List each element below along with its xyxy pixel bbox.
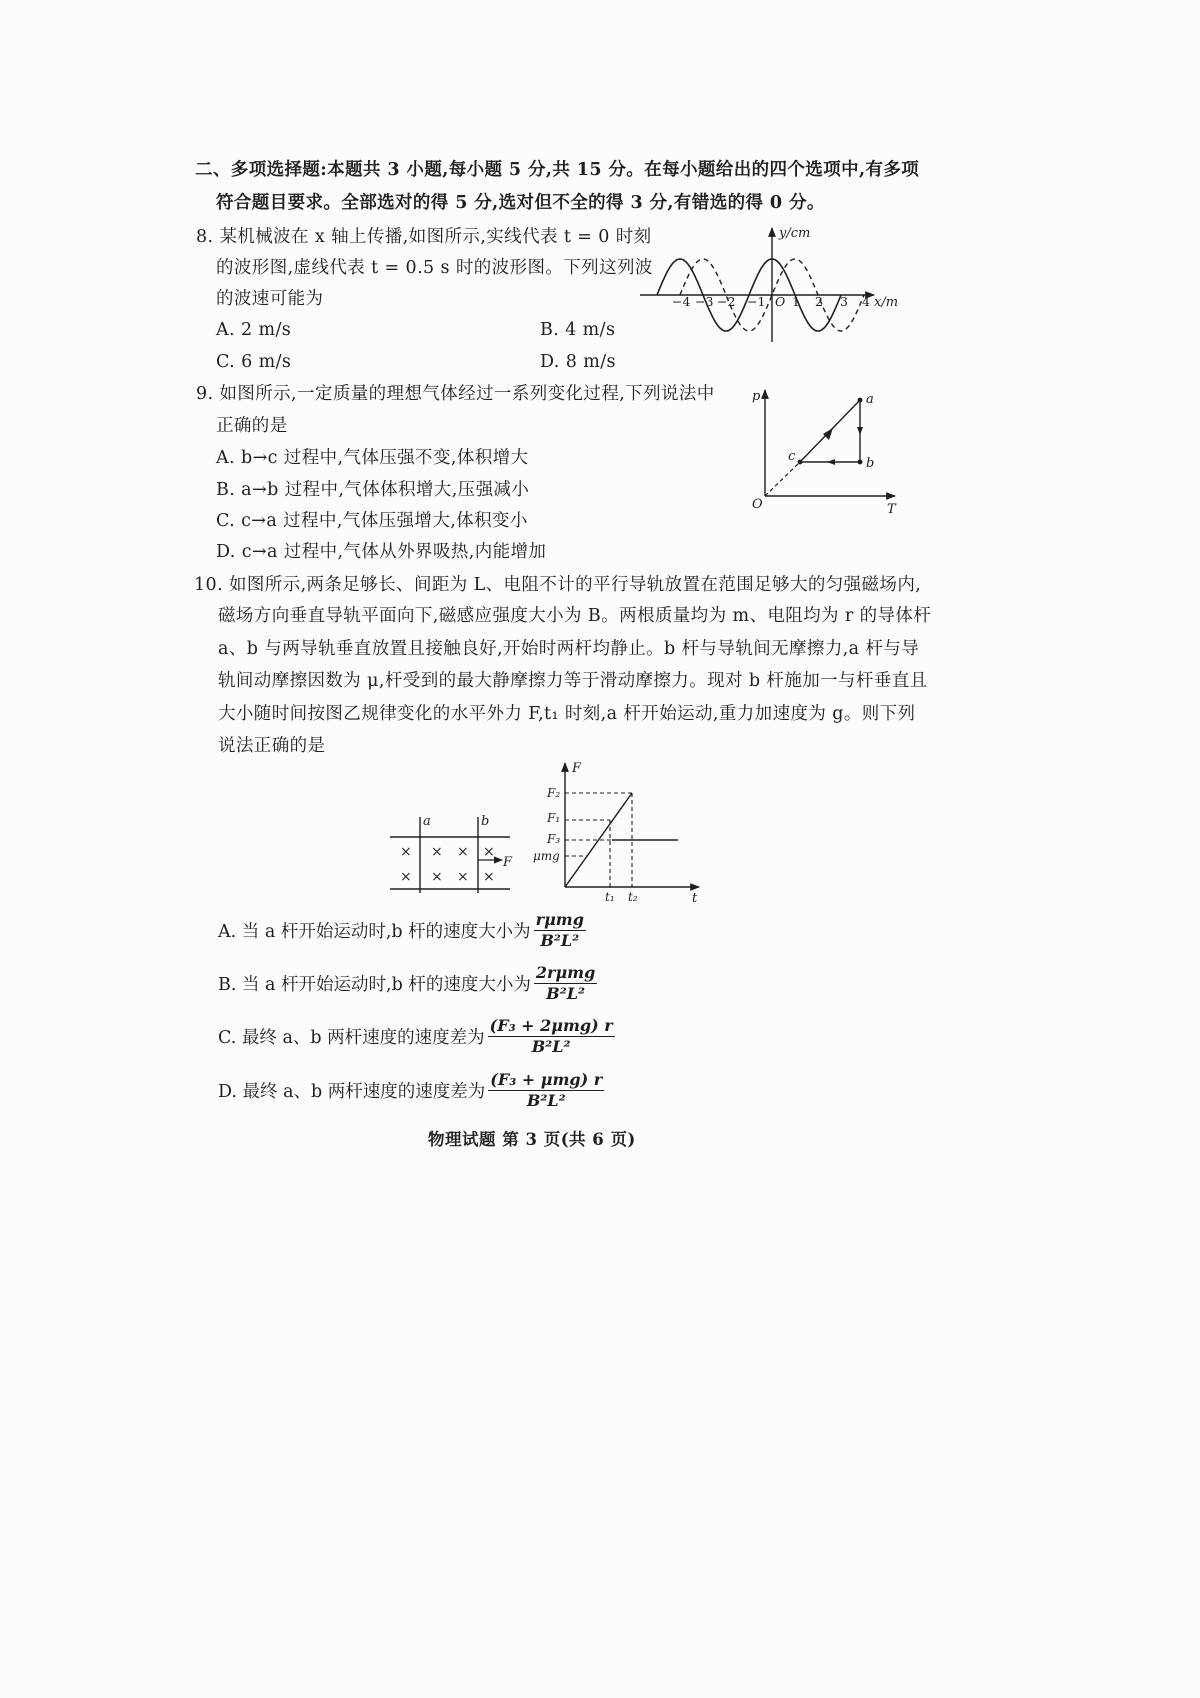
point-b-dot [858,460,863,465]
tick-label: −1 [747,294,766,309]
y-axis-label: y/cm [779,226,811,241]
q9-option-c: C. c→a 过程中,气体压强增大,体积变小 [216,511,528,531]
q10-stem-line-6: 说法正确的是 [218,736,326,756]
origin-label: O [775,294,786,309]
tick-label: 2 [815,294,823,309]
q10-option-c-text: C. 最终 a、b 两杆速度的速度差为 [218,1028,485,1048]
q10-option-b-text: B. 当 a 杆开始运动时,b 杆的速度大小为 [218,975,531,995]
p-axis-label: p [752,389,761,404]
field-mark: × [400,869,412,885]
q8-option-d: D. 8 m/s [540,352,616,372]
fraction-denominator: B²L² [540,931,580,950]
q10-stem-line-5: 大小随时间按图乙规律变化的水平外力 F,t₁ 时刻,a 杆开始运动,重力加速度为 g。则下列 [218,704,916,724]
page-footer: 物理试题 第 3 页(共 6 页) [428,1130,636,1149]
point-a-label: a [866,392,874,407]
q10-rails-figure [390,814,513,893]
fraction-denominator: B²L² [531,1037,571,1056]
fraction-denominator: B²L² [546,984,585,1003]
q9-pt-figure [752,389,897,517]
tick-label: −3 [695,294,714,309]
q8-option-b: B. 4 m/s [540,320,616,340]
point-a-dot [858,398,863,403]
fraction-numerator: 2rμmg [535,963,596,982]
q8-option-a: A. 2 m/s [216,320,292,340]
f1-label: F₁ [547,811,561,825]
field-mark: × [483,869,495,885]
point-c-dot [798,460,803,465]
q9-option-a: A. b→c 过程中,气体压强不变,体积增大 [216,448,529,468]
fraction-numerator: (F₃ + 2μmg) r [489,1016,613,1035]
q10-force-time-graph [533,761,699,906]
field-mark: × [431,844,443,860]
extension-dashed-line [765,462,800,496]
section-title-line-1: 二、多项选择题:本题共 3 小题,每小题 5 分,共 15 分。在每小题给出的四个选项中,有多项 [195,160,920,180]
t2-label: t₂ [628,890,638,904]
q8-wave-figure [640,226,898,342]
umg-label: μmg [533,849,560,863]
rod-b-label: b [481,814,490,829]
q10-stem-line-4: 轨间动摩擦因数为 μ,杆受到的最大静摩擦力等于滑动摩擦力。现对 b 杆施加一与杆垂直且 [218,671,928,691]
q10-stem-line-2: 磁场方向垂直导轨平面向下,磁感应强度大小为 B。两根质量均为 m、电阻均为 r 的导体杆 [218,606,932,626]
field-mark: × [431,869,443,885]
q8-stem-line-2: 的波形图,虚线代表 t = 0.5 s 时的波形图。下列这列波 [216,258,653,278]
force-label: F [503,855,513,870]
field-mark: × [457,844,469,860]
q8-stem-line-1: 8. 某机械波在 x 轴上传播,如图所示,实线代表 t = 0 时刻 [196,227,652,247]
q9-stem-line-2: 正确的是 [216,416,288,436]
fraction-numerator: rμmg [535,910,584,929]
arrow-b-to-c [827,459,835,465]
tick-label: 3 [840,294,848,309]
fraction-denominator: B²L² [526,1091,566,1110]
tick-label: −2 [717,294,736,309]
q10-option-d-text: D. 最终 a、b 两杆速度的速度差为 [218,1082,486,1102]
q9-option-d: D. c→a 过程中,气体从外界吸热,内能增加 [216,542,547,562]
tick-label: 4 [862,294,870,309]
x-axis-label: x/m [874,295,899,310]
q10-option-a-text: A. 当 a 杆开始运动时,b 杆的速度大小为 [218,922,531,942]
point-c-label: c [788,449,796,464]
field-mark: × [457,869,469,885]
q9-stem-line-1: 9. 如图所示,一定质量的理想气体经过一系列变化过程,下列说法中 [196,384,715,404]
tick-label: −4 [672,294,691,309]
section-title-line-2: 符合题目要求。全部选对的得 5 分,选对但不全的得 3 分,有错选的得 0 分。 [216,193,825,213]
fraction-numerator: (F₃ + μmg) r [490,1070,603,1089]
f-axis-label: F [572,761,582,776]
origin-label: O [752,497,763,512]
t-axis-label: T [887,502,896,517]
q8-option-c: C. 6 m/s [216,352,292,372]
field-mark: × [483,844,495,860]
point-b-label: b [866,456,875,471]
arrow-c-to-a [823,428,833,440]
rod-a-label: a [423,814,431,829]
t1-label: t₁ [605,890,615,904]
f3-label: F₃ [547,832,561,846]
t-axis-label: t [692,891,698,906]
f2-label: F₂ [547,786,561,800]
field-mark: × [400,844,412,860]
q10-stem-line-1: 10. 如图所示,两条足够长、间距为 L、电阻不计的平行导轨放置在范围足够大的匀强磁场内, [194,575,922,595]
tick-label: 1 [792,294,800,309]
q10-stem-line-3: a、b 与两导轨垂直放置且接触良好,开始时两杆均静止。b 杆与导轨间无摩擦力,a 杆与导 [218,639,920,659]
q9-option-b: B. a→b 过程中,气体体积增大,压强减小 [216,480,530,500]
q8-stem-line-3: 的波速可能为 [216,289,324,309]
arrow-a-to-b [857,427,863,435]
